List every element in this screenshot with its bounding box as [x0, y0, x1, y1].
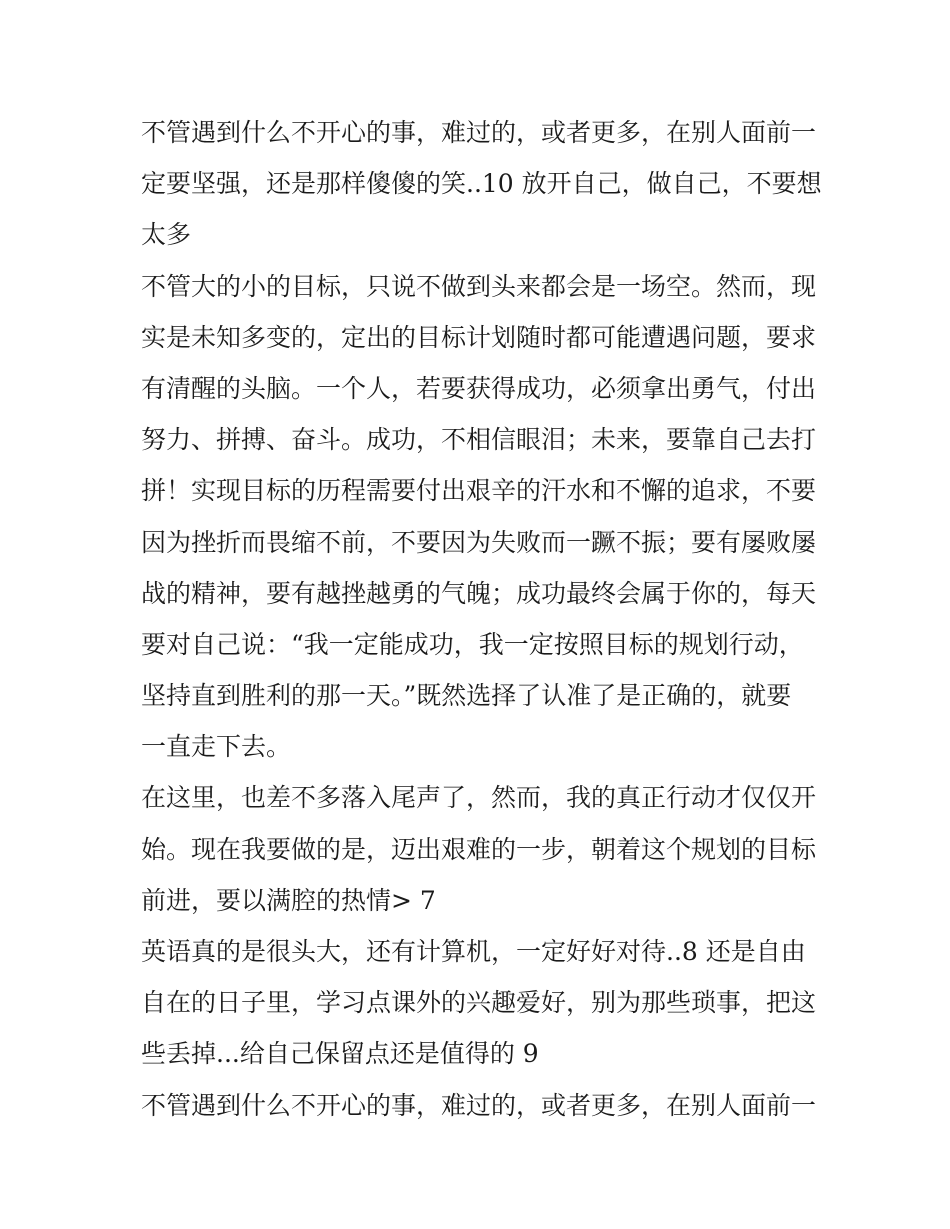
text-line: 一直走下去。 [141, 732, 292, 762]
text-line: 坚持直到胜利的那一天。”既然选择了认准了是正确的，就要 [141, 681, 792, 711]
text-line: 实是未知多变的，定出的目标计划随时都可能遭遇问题，要求 [141, 322, 817, 352]
text-line: 定要坚强，还是那样傻傻的笑..10 放开自己，做自己，不要想 [141, 169, 822, 199]
text-line: 努力、拼搏、奋斗。成功，不相信眼泪；未来，要靠自己去打 [141, 425, 817, 455]
text-line: 太多 [141, 220, 192, 250]
document-body [141, 107, 822, 1131]
text-line: 前进，要以满腔的热情> 7 [141, 885, 436, 915]
text-line: 有清醒的头脑。一个人，若要获得成功，必须拿出勇气，付出 [141, 373, 817, 403]
text-line: 拼！实现目标的历程需要付出艰辛的汗水和不懈的追求，不要 [141, 476, 817, 506]
text-line: 在这里，也差不多落入尾声了，然而，我的真正行动才仅仅开 [141, 783, 817, 813]
text-line: 要对自己说：“我一定能成功，我一定按照目标的规划行动， [141, 629, 804, 659]
text-line: 些丢掉...给自己保留点还是值得的 9 [141, 1039, 539, 1069]
text-line: 自在的日子里，学习点课外的兴趣爱好，别为那些琐事，把这 [141, 988, 817, 1018]
text-line: 不管遇到什么不开心的事，难过的，或者更多，在别人面前一 [141, 118, 817, 147]
text-line: 始。现在我要做的是，迈出艰难的一步，朝着这个规划的目标 [141, 834, 817, 864]
text-line: 英语真的是很头大，还有计算机，一定好好对待..8 还是自由 [141, 937, 806, 966]
text-line: 不管遇到什么不开心的事，难过的，或者更多，在别人面前一 [141, 1090, 817, 1120]
text-line: 战的精神，要有越挫越勇的气魄；成功最终会属于你的，每天 [141, 578, 817, 608]
text-line: 因为挫折而畏缩不前，不要因为失败而一蹶不振；要有屡败屡 [141, 527, 817, 557]
text-line: 不管大的小的目标，只说不做到头来都会是一场空。然而，现 [141, 271, 817, 301]
